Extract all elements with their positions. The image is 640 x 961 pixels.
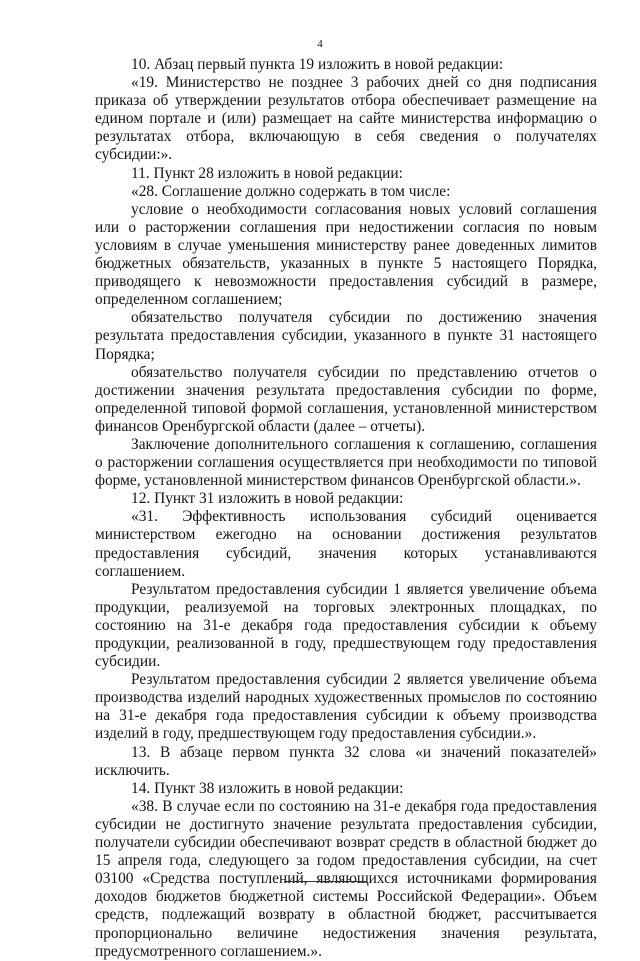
paragraph: обязательство получателя субсидии по представлению отчетов о достижении значения результата предоставления субсидии по форме, определенной типовой формой соглашения, установленной министерством финансов Оренбургской области (далее – отчеты). [95, 363, 597, 435]
paragraph: 11. Пункт 28 изложить в новой редакции: [131, 164, 403, 182]
paragraph: «38. В случае если по состоянию на 31-е декабря года предоставления субсидии не достигнуто значение результата предоставления субсидии, получатели субсидии обеспечивают возврат средств в областной бюджет до 15 апреля года, следующего за годом предоставления субсидии, на счет 03100 «Средства поступлений, являющихся источниками формирования доходов бюджетов бюджетной системы Российской Федерации». Объем средств, подлежащий возврату в областной бюджет, рассчитывается пропорционально величине недостижения значения результата, предусмотренного соглашением.». [95, 797, 597, 960]
document-body [95, 56, 597, 961]
end-of-text-rule [284, 881, 366, 882]
paragraph: Заключение дополнительного соглашения к соглашению, соглашения о расторжении соглашения осуществляется при необходимости по типовой форме, установленной министерством финансов Оренбургской области.». [95, 435, 597, 490]
paragraph: 12. Пункт 31 изложить в новой редакции: [131, 490, 404, 508]
paragraph: 14. Пункт 38 изложить в новой редакции: [131, 779, 404, 797]
paragraph: 13. В абзаце первом пункта 32 слова «и значений показателей» исключить. [95, 743, 597, 779]
paragraph: «28. Соглашение должно содержать в том числе: [131, 182, 451, 200]
paragraph: 10. Абзац первый пункта 19 изложить в новой редакции: [131, 56, 504, 73]
paragraph: обязательство получателя субсидии по достижению значения результата предоставления субсидии, указанного в пункте 31 настоящего Порядка; [95, 309, 597, 363]
paragraph: Результатом предоставления субсидии 2 является увеличение объема производства изделий народных художественных промыслов по состоянию на 31-е декабря года предоставления субсидии к объему производства изделий в году, предшествующем году предоставления субсидии.». [95, 671, 597, 743]
page-number: 4 [317, 38, 323, 50]
paragraph: условие о необходимости согласования новых условий соглашения или о расторжении соглашения при недостижении согласия по новым условиям в случае уменьшения министерству ранее доведенных лимитов бюджетных обязательств, указанных в пункте 5 настоящего Порядка, приводящего к невозможности предоставления субсидий в размере, определенном соглашением; [95, 200, 597, 309]
paragraph: Результатом предоставления субсидии 1 является увеличение объема продукции, реализуемой на торговых электронных площадках, по состоянию на 31-е декабря года предоставления субсидии к объему продукции, реализованной в году, предшествующем году предоставления субсидии. [95, 580, 597, 671]
paragraph: «19. Министерство не позднее 3 рабочих дней со дня подписания приказа об утверждении результатов отбора обеспечивает размещение на едином портале и (или) размещает на сайте министерства информацию о результатах отбора, включающую в себя сведения о получателях субсидии:». [95, 74, 597, 164]
paragraph: «31. Эффективность использования субсидий оценивается министерством ежегодно на основании достижения результатов предоставления субсидий, значения которых устанавливаются соглашением. [95, 508, 597, 580]
